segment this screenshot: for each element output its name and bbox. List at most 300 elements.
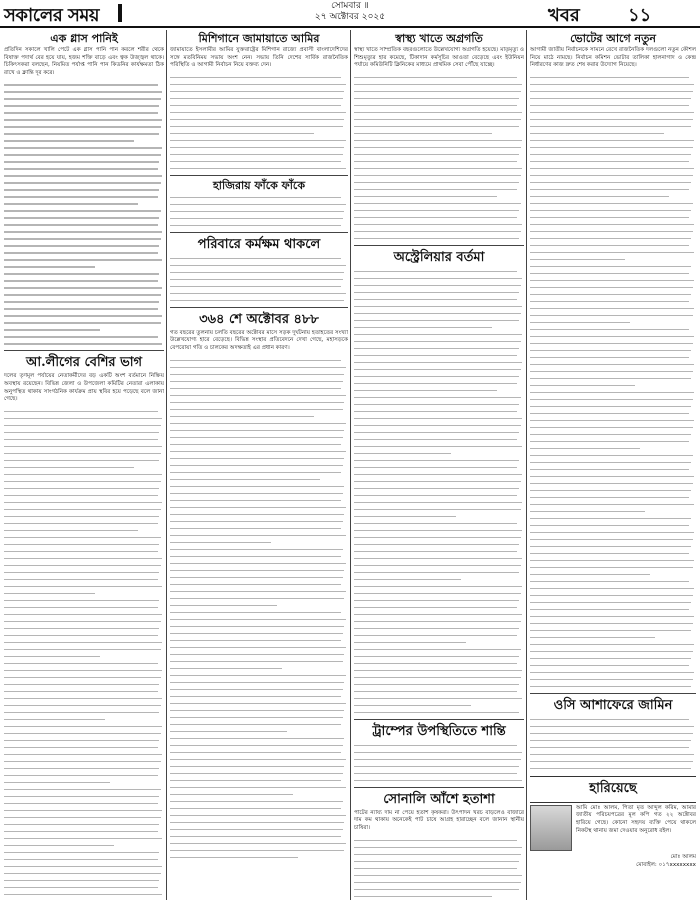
text-line (4, 740, 159, 742)
divider (170, 307, 348, 308)
text-line (354, 663, 517, 665)
text-line (354, 875, 522, 877)
issue-date (250, 1, 450, 23)
text-line (170, 293, 346, 295)
text-line (354, 140, 522, 142)
missing-notice (530, 805, 696, 851)
text-line (354, 397, 521, 399)
text-line (530, 497, 689, 499)
text-line (4, 231, 162, 233)
text-line (170, 521, 343, 523)
text-line (530, 336, 694, 338)
article-headline: ভোটের আগে নতুন (570, 32, 656, 45)
column-rule (350, 30, 351, 900)
text-line (354, 105, 517, 107)
text-line (530, 350, 691, 352)
text-line (530, 224, 694, 226)
text-line (354, 238, 519, 240)
text-line (170, 105, 341, 107)
text-line (170, 423, 346, 425)
text-line (4, 530, 138, 532)
text-line (4, 509, 161, 511)
text-line (170, 409, 343, 411)
text-line (354, 432, 519, 434)
text-line (170, 374, 344, 376)
text-line (4, 168, 158, 170)
text-line (354, 203, 521, 205)
text-line (170, 717, 343, 719)
article-headline: সোনালি আঁশে হতাশা (383, 791, 495, 807)
text-line (4, 831, 158, 833)
text-line (354, 677, 521, 679)
divider (354, 245, 524, 246)
text-line (530, 252, 694, 254)
text-line (354, 523, 517, 525)
text-line (530, 322, 630, 324)
article-body: জামায়াতে ইসলামীর আমির যুক্তরাষ্ট্রের মিশিগান রাজ্যে প্রবাসী বাংলাদেশিদের সঙ্গে মতবিনিময় সভায় অংশ নেন। সভায় তিনি দেশের সার্বিক রাজনৈতিক পরিস্থিতি ও আগামী নির্বাচন নিয়ে বক্তব্য দেন। (170, 47, 348, 69)
text-line (4, 565, 161, 567)
text-line (170, 815, 346, 817)
text-line (4, 189, 159, 191)
text-line (4, 105, 159, 107)
text-line (170, 640, 341, 642)
text-line (4, 523, 158, 525)
article-headline: ওসি আশাফেরে জামিন (553, 697, 673, 713)
text-line (530, 273, 689, 275)
text-line (354, 481, 521, 483)
text-line (354, 861, 519, 863)
text-line (354, 712, 519, 714)
text-line (530, 441, 689, 443)
article-body: প্রতিদিন সকালে খালি পেটে এক গ্লাস পানি পান করলে শরীর থেকে বিষাক্ত পদার্থ বের হয়ে যায়, হজম শক্তি বাড়ে এবং ত্বক উজ্জ্বল থাকে। চিকিৎসকরা বলছেন, নিয়মিত পর্যাপ্ত পানি পান কিডনির কার্যক্ষমতা ঠিক রাখে ও ক্লান্তি দূর করে। (4, 47, 164, 76)
text-line (4, 196, 158, 198)
text-line (530, 105, 689, 107)
text-line (4, 656, 100, 658)
text-line (354, 840, 517, 842)
text-line (354, 161, 517, 163)
text-line (170, 514, 344, 516)
text-line (530, 399, 693, 401)
text-line (170, 682, 344, 684)
article-text-block (170, 357, 348, 861)
text-line (530, 581, 689, 583)
text-line (354, 404, 519, 406)
text-line (4, 411, 158, 413)
newspaper-title: সকালের সময় (4, 5, 100, 26)
text-line (170, 279, 343, 281)
text-line (530, 182, 691, 184)
text-line (530, 567, 693, 569)
article-body: আগামী জাতীয় নির্বাচনকে সামনে রেখে রাজনৈতিক দলগুলো নতুন কৌশল নিয়ে মাঠে নামছে। নির্বাচন কমিশন ভোটার তালিকা হালনাগাদ ও কেন্দ্র নির্ধারণের কাজ দ্রুত শেষ করার উদ্যোগ নিয়েছে। (530, 47, 696, 69)
column-1 (4, 30, 164, 900)
text-line (170, 430, 344, 432)
text-line (354, 313, 521, 315)
text-line (530, 504, 694, 506)
text-line (170, 300, 344, 302)
text-line (530, 761, 693, 763)
text-line (170, 416, 314, 418)
text-line (354, 168, 522, 170)
text-line (354, 292, 519, 294)
text-line (530, 525, 689, 527)
text-line (530, 329, 689, 331)
text-line (354, 334, 522, 336)
text-line (530, 546, 691, 548)
text-line (4, 705, 161, 707)
text-line (4, 712, 159, 714)
text-line (354, 182, 519, 184)
article-text-block (170, 74, 348, 172)
text-line (4, 460, 159, 462)
text-line (170, 780, 341, 782)
text-line (4, 112, 158, 114)
text-line (4, 308, 158, 310)
text-line (530, 406, 691, 408)
text-line (170, 542, 271, 544)
text-line (354, 691, 517, 693)
text-line (354, 224, 522, 226)
text-line (4, 210, 161, 212)
text-line (530, 553, 689, 555)
text-line (4, 642, 162, 644)
text-line (170, 535, 346, 537)
text-line (170, 612, 341, 614)
text-line (354, 355, 517, 357)
text-line (354, 773, 517, 775)
text-line (170, 633, 343, 635)
text-line (354, 586, 522, 588)
text-line (354, 488, 519, 490)
text-line (4, 287, 162, 289)
text-line (4, 161, 159, 163)
text-line (354, 369, 521, 371)
text-line (4, 775, 158, 777)
article-text-block (354, 74, 524, 242)
text-line (530, 490, 691, 492)
text-line (4, 803, 158, 805)
text-line (170, 133, 314, 135)
text-line (170, 528, 341, 530)
text-line (170, 126, 343, 128)
text-line (530, 259, 625, 261)
text-line (530, 364, 694, 366)
text-line (354, 516, 456, 518)
text-line (170, 112, 346, 114)
text-line (530, 539, 693, 541)
article-text-block (170, 255, 348, 304)
divider (354, 787, 524, 788)
text-line (170, 360, 341, 362)
text-line (354, 745, 517, 747)
missing-notice-title: হারিয়েছে (530, 776, 696, 803)
text-line (4, 726, 162, 728)
text-line (4, 551, 158, 553)
text-line (354, 600, 519, 602)
text-line (170, 605, 277, 607)
text-line (170, 381, 343, 383)
text-line (354, 551, 517, 553)
text-line (170, 493, 343, 495)
text-line (530, 161, 689, 163)
divider (354, 719, 524, 720)
text-line (170, 696, 341, 698)
text-line (354, 698, 522, 700)
text-line (170, 738, 344, 740)
text-line (530, 154, 691, 156)
text-line (530, 518, 691, 520)
text-line (530, 672, 694, 674)
article-headline: ট্রাম্পের উপস্থিতিতে শান্তি (372, 723, 506, 739)
text-line (530, 726, 694, 728)
column-4 (530, 30, 696, 900)
text-line (530, 574, 650, 576)
divider (4, 350, 164, 351)
text-line (530, 84, 694, 86)
text-line (4, 516, 159, 518)
text-line (354, 217, 517, 219)
text-line (354, 544, 519, 546)
text-line (4, 537, 161, 539)
text-line (354, 847, 522, 849)
text-line (170, 402, 344, 404)
article-headline: পরিবারে কর্মক্ষম থাকলে (197, 236, 321, 252)
text-line (170, 675, 346, 677)
text-line (530, 175, 693, 177)
text-line (170, 654, 344, 656)
text-line (530, 665, 689, 667)
text-line (530, 371, 693, 373)
text-line (354, 299, 517, 301)
divider (170, 175, 348, 176)
text-line (170, 584, 341, 586)
text-line (530, 560, 694, 562)
text-line (354, 411, 517, 413)
text-line (170, 451, 346, 453)
person-photo (530, 805, 572, 851)
text-line (354, 418, 522, 420)
text-line (170, 388, 341, 390)
text-line (4, 91, 162, 93)
text-line (4, 315, 162, 317)
text-line (354, 628, 519, 630)
text-line (354, 780, 522, 782)
text-line (170, 570, 344, 572)
text-line (354, 614, 522, 616)
text-line (4, 810, 162, 812)
text-line (170, 563, 346, 565)
text-line (170, 731, 287, 733)
text-line (530, 609, 689, 611)
text-line (4, 224, 158, 226)
text-line (4, 817, 161, 819)
text-line (530, 126, 691, 128)
text-line (530, 231, 693, 233)
text-line (170, 437, 343, 439)
text-line (170, 619, 346, 621)
text-line (4, 84, 158, 86)
text-line (4, 126, 161, 128)
text-line (4, 747, 158, 749)
text-line (354, 607, 517, 609)
text-line (170, 808, 341, 810)
text-line (530, 679, 693, 681)
text-line (530, 245, 689, 247)
text-line (530, 651, 693, 653)
text-line (4, 866, 162, 868)
text-line (354, 759, 521, 761)
text-line (530, 77, 689, 79)
text-line (354, 460, 519, 462)
text-line (170, 801, 343, 803)
text-line (530, 385, 635, 387)
text-line (170, 265, 346, 267)
text-line (170, 486, 344, 488)
text-line (4, 579, 158, 581)
text-line (530, 469, 689, 471)
article-text-block (354, 742, 524, 784)
text-line (530, 740, 691, 742)
text-line (4, 593, 95, 595)
text-line (530, 280, 694, 282)
text-line (354, 285, 521, 287)
text-line (530, 733, 693, 735)
text-line (4, 845, 114, 847)
text-line (4, 446, 162, 448)
text-line (530, 196, 669, 198)
text-line (354, 752, 522, 754)
text-line (170, 766, 344, 768)
text-line (4, 670, 162, 672)
text-line (170, 479, 320, 481)
text-line (530, 455, 693, 457)
text-line (4, 607, 158, 609)
text-line (4, 894, 162, 896)
text-line (170, 724, 341, 726)
text-line (530, 427, 693, 429)
text-line (530, 140, 694, 142)
text-line (170, 829, 343, 831)
text-line (354, 271, 517, 273)
text-line (530, 343, 693, 345)
text-line (4, 887, 158, 889)
text-line (354, 84, 522, 86)
text-line (4, 273, 159, 275)
text-line (354, 868, 517, 870)
text-line (4, 140, 134, 142)
text-line (170, 598, 344, 600)
text-line (170, 272, 344, 274)
text-line (4, 782, 110, 784)
text-line (4, 859, 158, 861)
section-name: খবর (548, 5, 580, 26)
text-line (4, 838, 162, 840)
article-headline: স্বাস্থ্য খাতে অগ্রগতি (395, 32, 483, 45)
text-line (354, 635, 517, 637)
text-line (4, 481, 161, 483)
text-line (170, 668, 282, 670)
text-line (4, 453, 161, 455)
text-line (170, 556, 341, 558)
text-line (4, 495, 158, 497)
text-line (354, 425, 521, 427)
text-line (170, 197, 341, 199)
text-line (4, 439, 158, 441)
text-line (530, 616, 694, 618)
text-line (4, 294, 161, 296)
text-line (354, 189, 517, 191)
article-headline: আ.লীগের বেশির ভাগ (25, 355, 143, 371)
text-line (354, 383, 517, 385)
text-line (354, 231, 521, 233)
text-line (354, 119, 521, 121)
text-line (530, 315, 693, 317)
text-line (530, 266, 691, 268)
text-line (170, 258, 341, 260)
text-line (170, 204, 346, 206)
text-line (530, 623, 693, 625)
column-3 (354, 30, 524, 900)
text-line (170, 395, 346, 397)
text-line (4, 98, 161, 100)
text-line (170, 689, 343, 691)
text-line (354, 175, 521, 177)
page-number: ১১ (628, 5, 652, 26)
text-line (170, 647, 346, 649)
text-line (4, 203, 138, 205)
text-line (530, 413, 689, 415)
text-line (4, 418, 162, 420)
text-line (170, 836, 341, 838)
text-line (530, 483, 693, 485)
text-line (4, 586, 162, 588)
divider (170, 232, 348, 233)
text-line (530, 287, 693, 289)
text-line (170, 168, 346, 170)
text-line (4, 502, 162, 504)
text-line (530, 644, 694, 646)
text-line (170, 465, 343, 467)
article-headline: মিশিগানে জামায়াতে আমির (198, 32, 320, 45)
text-line (170, 822, 344, 824)
text-line (170, 626, 344, 628)
text-line (530, 588, 694, 590)
text-line (354, 112, 522, 114)
text-line (354, 154, 519, 156)
text-line (354, 766, 519, 768)
text-line (530, 448, 640, 450)
text-line (170, 794, 293, 796)
text-line (4, 572, 159, 574)
text-line (354, 642, 466, 644)
text-line (530, 294, 691, 296)
text-line (354, 537, 521, 539)
article-body: পাটের ন্যায্য দাম না পেয়ে হতাশ কৃষকরা। উৎপাদন খরচ বাড়লেও বাজারে দাম কম থাকায় অনেকেই পাট চাষে আগ্রহ হারাচ্ছেন বলে জানান স্থানীয় চাষিরা। (354, 809, 524, 831)
text-line (530, 595, 693, 597)
text-line (4, 266, 95, 268)
text-line (170, 710, 344, 712)
text-line (4, 425, 161, 427)
text-line (4, 754, 162, 756)
text-line (4, 329, 100, 331)
article-text-block (354, 837, 524, 900)
text-line (4, 768, 159, 770)
text-line (4, 621, 161, 623)
text-line (530, 378, 691, 380)
text-line (354, 621, 521, 623)
text-line (530, 532, 694, 534)
missing-notice-signature (530, 853, 696, 869)
text-line (4, 474, 162, 476)
